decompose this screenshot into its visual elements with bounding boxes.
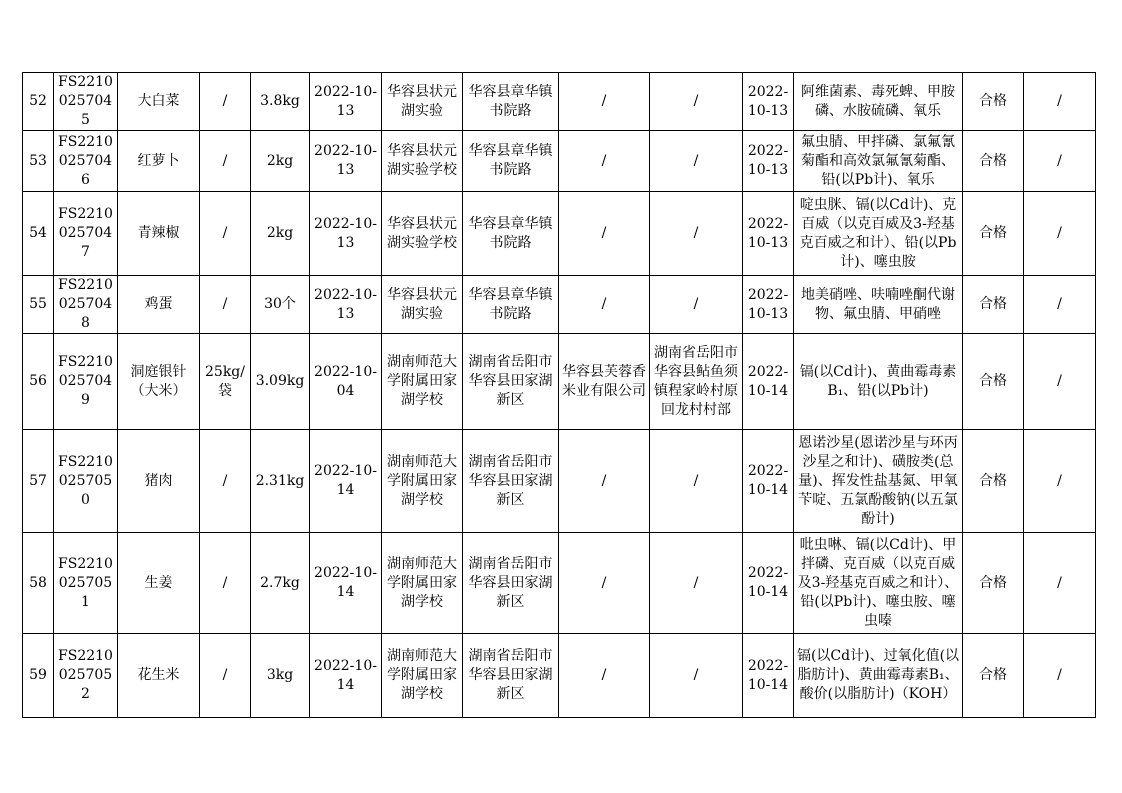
test-items: 地美硝唑、呋喃唑酮代谢物、氟虫腈、甲硝唑 (794, 276, 963, 334)
sample-name: 大白菜 (118, 73, 200, 131)
sample-code: FS22100257048 (54, 276, 118, 334)
row-number: 55 (23, 276, 54, 334)
sample-name: 鸡蛋 (118, 276, 200, 334)
remark: / (1024, 533, 1096, 634)
test-date: 2022-10-13 (743, 276, 794, 334)
specification: / (200, 276, 251, 334)
manufacturer: / (559, 73, 650, 131)
test-date: 2022-10-14 (743, 533, 794, 634)
manufacturer: / (559, 276, 650, 334)
row-number: 54 (23, 192, 54, 276)
sampled-unit: 华容县状元湖实验 (382, 73, 463, 131)
result: 合格 (963, 430, 1024, 533)
result: 合格 (963, 334, 1024, 430)
row-number: 56 (23, 334, 54, 430)
remark: / (1024, 131, 1096, 192)
specification: / (200, 430, 251, 533)
sample-name: 青辣椒 (118, 192, 200, 276)
sampled-unit: 湖南师范大学附属田家湖学校 (382, 334, 463, 430)
table-row (23, 533, 1096, 634)
remark: / (1024, 192, 1096, 276)
quantity: 2kg (251, 192, 310, 276)
sampled-address: 华容县章华镇书院路 (463, 131, 559, 192)
row-number: 59 (23, 634, 54, 718)
result: 合格 (963, 634, 1024, 718)
quantity: 2.31kg (251, 430, 310, 533)
sample-code: FS22100257045 (54, 73, 118, 131)
manufacturer-address: / (650, 276, 743, 334)
sampled-address: 湖南省岳阳市华容县田家湖新区 (463, 334, 559, 430)
quantity: 3kg (251, 634, 310, 718)
manufacturer-address: / (650, 73, 743, 131)
quantity: 2kg (251, 131, 310, 192)
test-date: 2022-10-14 (743, 430, 794, 533)
result: 合格 (963, 73, 1024, 131)
test-items: 阿维菌素、毒死蜱、甲胺磷、水胺硫磷、氧乐 (794, 73, 963, 131)
remark: / (1024, 276, 1096, 334)
specification: / (200, 634, 251, 718)
sample-code: FS22100257046 (54, 131, 118, 192)
sampling-results-table (22, 72, 1096, 718)
sampled-address: 华容县章华镇书院路 (463, 73, 559, 131)
sampled-address: 湖南省岳阳市华容县田家湖新区 (463, 533, 559, 634)
sample-name: 洞庭银针（大米） (118, 334, 200, 430)
row-number: 53 (23, 131, 54, 192)
sample-code: FS22100257049 (54, 334, 118, 430)
manufacturer-address: 湖南省岳阳市华容县鲇鱼须镇程家岭村原回龙村村部 (650, 334, 743, 430)
sampled-unit: 湖南师范大学附属田家湖学校 (382, 533, 463, 634)
result: 合格 (963, 131, 1024, 192)
manufacturer-address: / (650, 430, 743, 533)
test-items: 啶虫脒、镉(以Cd计)、克百威（以克百威及3-羟基克百威之和计）、铅(以Pb计)、噻虫胺 (794, 192, 963, 276)
manufacturer: / (559, 430, 650, 533)
sample-code: FS22100257051 (54, 533, 118, 634)
result: 合格 (963, 192, 1024, 276)
table-row (23, 334, 1096, 430)
production-date: 2022-10-14 (310, 430, 382, 533)
sampled-address: 湖南省岳阳市华容县田家湖新区 (463, 634, 559, 718)
sampled-address: 湖南省岳阳市华容县田家湖新区 (463, 430, 559, 533)
test-items: 镉(以Cd计)、过氧化值(以脂肪计)、黄曲霉毒素B₁、酸价(以脂肪计)（KOH） (794, 634, 963, 718)
production-date: 2022-10-14 (310, 634, 382, 718)
sample-code: FS22100257052 (54, 634, 118, 718)
specification: / (200, 533, 251, 634)
row-number: 52 (23, 73, 54, 131)
sample-code: FS22100257050 (54, 430, 118, 533)
test-date: 2022-10-14 (743, 634, 794, 718)
production-date: 2022-10-13 (310, 131, 382, 192)
remark: / (1024, 334, 1096, 430)
manufacturer: 华容县芙蓉香米业有限公司 (559, 334, 650, 430)
specification: 25kg/袋 (200, 334, 251, 430)
table-row (23, 131, 1096, 192)
manufacturer: / (559, 192, 650, 276)
sample-name: 猪肉 (118, 430, 200, 533)
manufacturer: / (559, 634, 650, 718)
remark: / (1024, 73, 1096, 131)
quantity: 30个 (251, 276, 310, 334)
production-date: 2022-10-13 (310, 192, 382, 276)
sample-name: 花生米 (118, 634, 200, 718)
manufacturer: / (559, 131, 650, 192)
specification: / (200, 131, 251, 192)
row-number: 58 (23, 533, 54, 634)
table-row (23, 634, 1096, 718)
test-items: 恩诺沙星(恩诺沙星与环丙沙星之和计)、磺胺类(总量)、挥发性盐基氮、甲氧苄啶、五氯酚酸钠(以五氯酚计) (794, 430, 963, 533)
test-date: 2022-10-13 (743, 192, 794, 276)
quantity: 3.8kg (251, 73, 310, 131)
specification: / (200, 192, 251, 276)
table-row (23, 276, 1096, 334)
sampled-unit: 华容县状元湖实验学校 (382, 131, 463, 192)
table-row (23, 430, 1096, 533)
result: 合格 (963, 276, 1024, 334)
quantity: 2.7kg (251, 533, 310, 634)
specification: / (200, 73, 251, 131)
sampled-unit: 湖南师范大学附属田家湖学校 (382, 430, 463, 533)
sample-name: 红萝卜 (118, 131, 200, 192)
sample-code: FS22100257047 (54, 192, 118, 276)
test-date: 2022-10-14 (743, 334, 794, 430)
result: 合格 (963, 533, 1024, 634)
test-items: 镉(以Cd计)、黄曲霉毒素B₁、铅(以Pb计) (794, 334, 963, 430)
sample-name: 生姜 (118, 533, 200, 634)
manufacturer-address: / (650, 192, 743, 276)
manufacturer-address: / (650, 533, 743, 634)
manufacturer-address: / (650, 634, 743, 718)
table-row (23, 73, 1096, 131)
remark: / (1024, 430, 1096, 533)
sampled-address: 华容县章华镇书院路 (463, 276, 559, 334)
remark: / (1024, 634, 1096, 718)
manufacturer-address: / (650, 131, 743, 192)
sampled-address: 华容县章华镇书院路 (463, 192, 559, 276)
row-number: 57 (23, 430, 54, 533)
production-date: 2022-10-13 (310, 73, 382, 131)
table-row (23, 192, 1096, 276)
sampled-unit: 华容县状元湖实验 (382, 276, 463, 334)
quantity: 3.09kg (251, 334, 310, 430)
production-date: 2022-10-13 (310, 276, 382, 334)
test-items: 吡虫啉、镉(以Cd计)、甲拌磷、克百威（以克百威及3-羟基克百威之和计）、铅(以Pb计)、噻虫胺、噻虫嗪 (794, 533, 963, 634)
test-date: 2022-10-13 (743, 73, 794, 131)
sampled-unit: 华容县状元湖实验学校 (382, 192, 463, 276)
production-date: 2022-10-14 (310, 533, 382, 634)
test-date: 2022-10-13 (743, 131, 794, 192)
test-items: 氟虫腈、甲拌磷、氯氟氰菊酯和高效氯氟氰菊酯、铅(以Pb计)、氧乐 (794, 131, 963, 192)
sampled-unit: 湖南师范大学附属田家湖学校 (382, 634, 463, 718)
manufacturer: / (559, 533, 650, 634)
production-date: 2022-10-04 (310, 334, 382, 430)
